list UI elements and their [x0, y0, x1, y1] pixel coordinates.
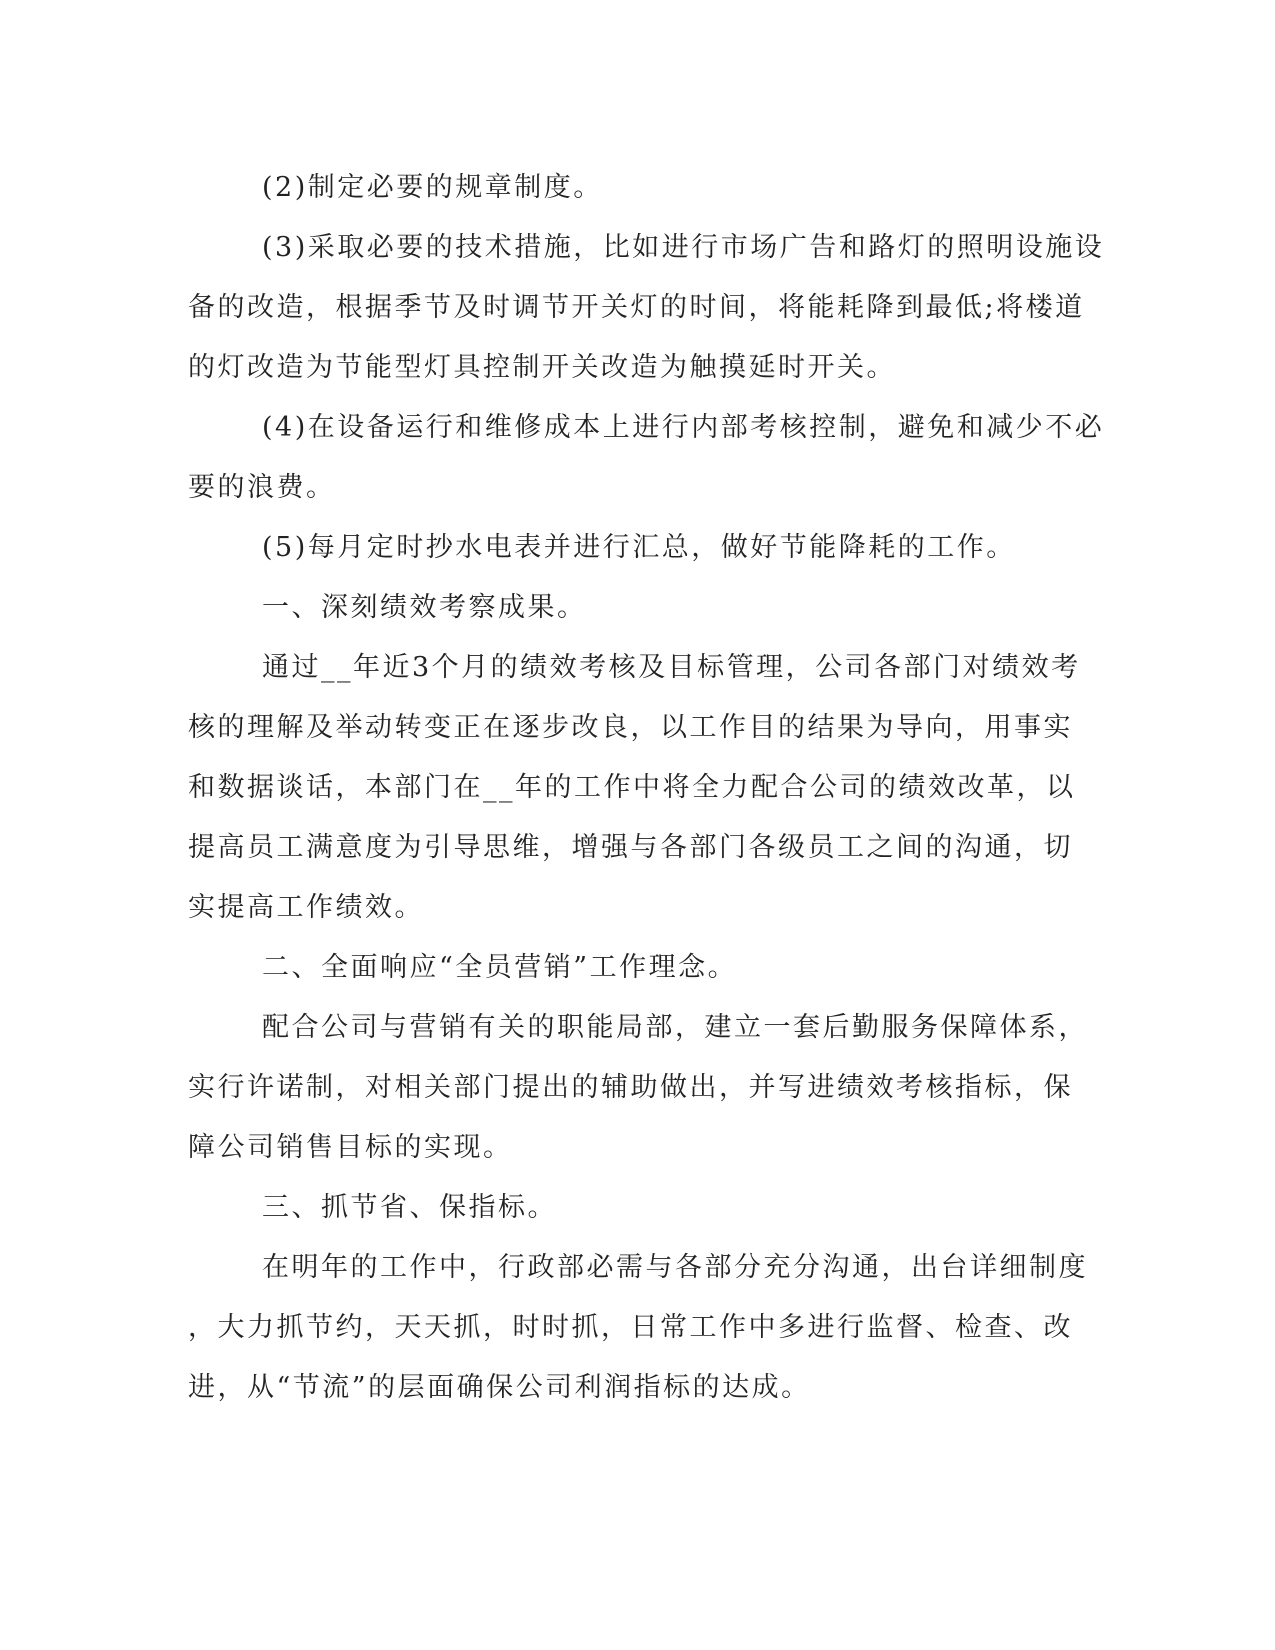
paragraph-line: 配合公司与营销有关的职能局部，建立一套后勤服务保障体系， [262, 1012, 1088, 1043]
document-body [188, 158, 1105, 1418]
paragraph-line: 进，从“节流”的层面确保公司利润指标的达成。 [188, 1372, 811, 1403]
paragraph-line: (4)在设备运行和维修成本上进行内部考核控制，避免和减少不必 [262, 412, 1105, 443]
paragraph-line: 实提高工作绩效。 [188, 892, 424, 923]
paragraph-line: (2)制定必要的规章制度。 [262, 172, 603, 203]
section-heading: 三、抓节省、保指标。 [262, 1192, 557, 1223]
paragraph-line: ，大力抓节约，天天抓，时时抓，日常工作中多进行监督、检查、改 [188, 1312, 1073, 1343]
paragraph-line: (5)每月定时抄水电表并进行汇总，做好节能降耗的工作。 [262, 532, 1016, 563]
section-heading: 二、全面响应“全员营销”工作理念。 [262, 952, 738, 983]
paragraph-line: 障公司销售目标的实现。 [188, 1132, 513, 1163]
paragraph-line: 备的改造，根据季节及时调节开关灯的时间，将能耗降到最低;将楼道 [188, 292, 1085, 323]
paragraph-line: 提高员工满意度为引导思维，增强与各部门各级员工之间的沟通，切 [188, 832, 1073, 863]
paragraph-line: 要的浪费。 [188, 472, 336, 503]
paragraph-line: (3)采取必要的技术措施，比如进行市场广告和路灯的照明设施设 [262, 232, 1105, 263]
paragraph-line: 的灯改造为节能型灯具控制开关改造为触摸延时开关。 [188, 352, 896, 383]
paragraph-line: 核的理解及举动转变正在逐步改良，以工作目的结果为导向，用事实 [188, 712, 1073, 743]
paragraph-line: 实行许诺制，对相关部门提出的辅助做出，并写进绩效考核指标，保 [188, 1072, 1073, 1103]
paragraph-line: 通过__年近3个月的绩效考核及目标管理，公司各部门对绩效考 [262, 652, 1081, 683]
paragraph-line: 在明年的工作中，行政部必需与各部分充分沟通，出台详细制度 [262, 1252, 1088, 1283]
paragraph-line: 和数据谈话，本部门在__年的工作中将全力配合公司的绩效改革，以 [188, 772, 1076, 803]
section-heading: 一、深刻绩效考察成果。 [262, 592, 587, 623]
